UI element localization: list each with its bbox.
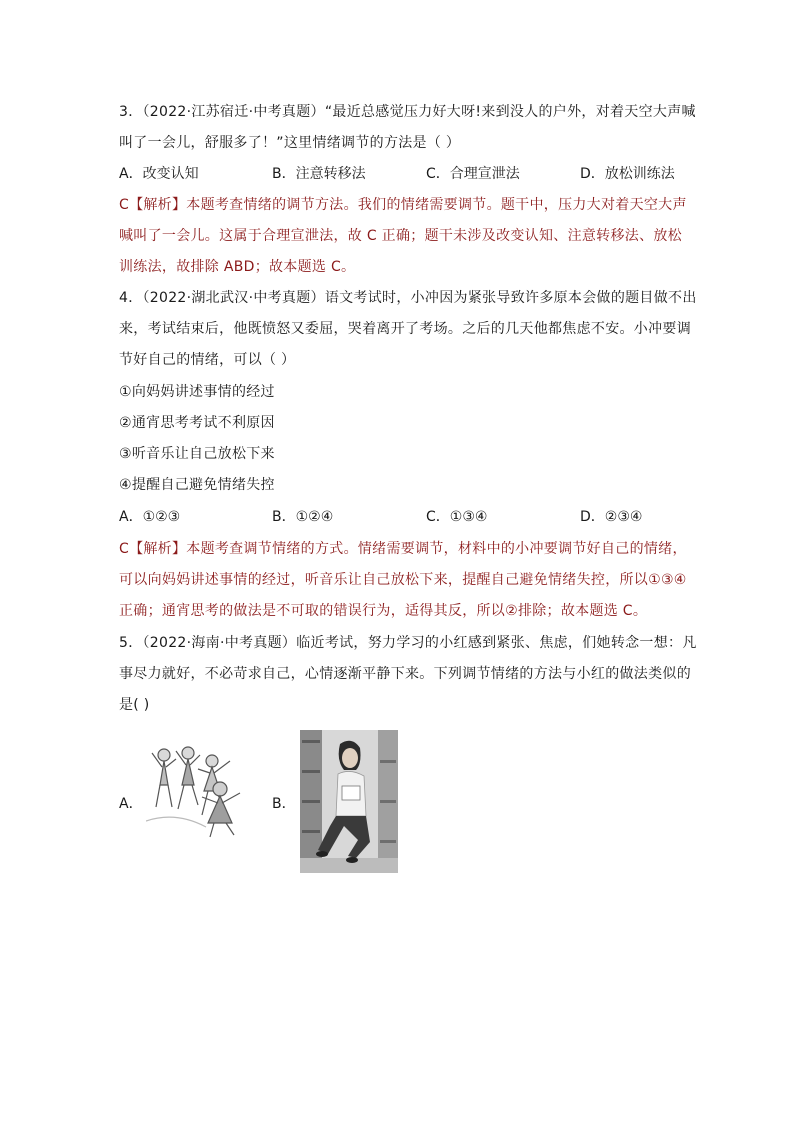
q5-stem-line-3: 是( ) [119,697,150,713]
q3-answer-line-3: 训练法，故排除 ABD；故本题选 C。 [119,259,356,275]
dancing-girls-illustration[interactable] [146,741,246,839]
q5-stem-line-2: 事尽力就好，不必苛求自己，心情逐渐平静下来。下列调节情绪的方法与小红的做法类似的 [119,666,691,682]
q3-option-c[interactable]: C．合理宣泄法 [426,166,520,182]
q3-option-a[interactable]: A．改变认知 [119,166,199,182]
q5-option-b[interactable]: B． [272,796,296,812]
q4-option-a[interactable]: A．①②③ [119,509,181,525]
q3-stem-line-1: 3．（2022·江苏宿迁·中考真题）“最近总感觉压力好大呀!来到没人的户外，对着天空大声喊 [119,104,696,120]
q4-answer-line-2: 可以向妈妈讲述事情的经过，听音乐让自己放松下来，提醒自己避免情绪失控，所以①③④ [119,572,687,588]
q4-item-2: ②通宵思考考试不利原因 [119,415,275,431]
q3-option-b[interactable]: B．注意转移法 [272,166,366,182]
q3-option-d[interactable]: D．放松训练法 [580,166,675,182]
q4-stem-line-3: 节好自己的情绪，可以（ ） [119,352,296,368]
q4-item-4: ④提醒自己避免情绪失控 [119,477,275,493]
q5-stem-line-1: 5．（2022·海南·中考真题）临近考试，努力学习的小红感到紧张、焦虑，们她转念一想：凡 [119,635,697,651]
q4-option-b[interactable]: B．①②④ [272,509,334,525]
q5-option-a[interactable]: A． [119,796,143,812]
q4-stem-line-2: 来，考试结束后，他既愤怒又委屈，哭着离开了考场。之后的几天他都焦虑不安。小冲要调 [119,321,691,337]
girl-reading-photo[interactable] [300,730,398,873]
q4-option-c[interactable]: C．①③④ [426,509,488,525]
q4-stem-line-1: 4．（2022·湖北武汉·中考真题）语文考试时，小冲因为紧张导致许多原本会做的题目做不出 [119,290,697,306]
q4-item-3: ③听音乐让自己放松下来 [119,446,275,462]
q4-answer-line-1: C【解析】本题考查调节情绪的方式。情绪需要调节，材料中的小冲要调节好自己的情绪， [119,541,687,557]
q3-answer-line-1: C【解析】本题考查情绪的调节方法。我们的情绪需要调节。题干中，压力大对着天空大声 [119,197,687,213]
q4-option-d[interactable]: D．②③④ [580,509,643,525]
q3-answer-line-2: 喊叫了一会儿。这属于合理宣泄法，故 C 正确；题干未涉及改变认知、注意转移法、放松 [119,228,682,244]
q3-stem-line-2: 叫了一会儿，舒服多了！”这里情绪调节的方法是（ ） [119,135,461,151]
q4-item-1: ①向妈妈讲述事情的经过 [119,384,275,400]
q4-answer-line-3: 正确；通宵思考的做法是不可取的错误行为，适得其反，所以②排除；故本题选 C。 [119,603,648,619]
